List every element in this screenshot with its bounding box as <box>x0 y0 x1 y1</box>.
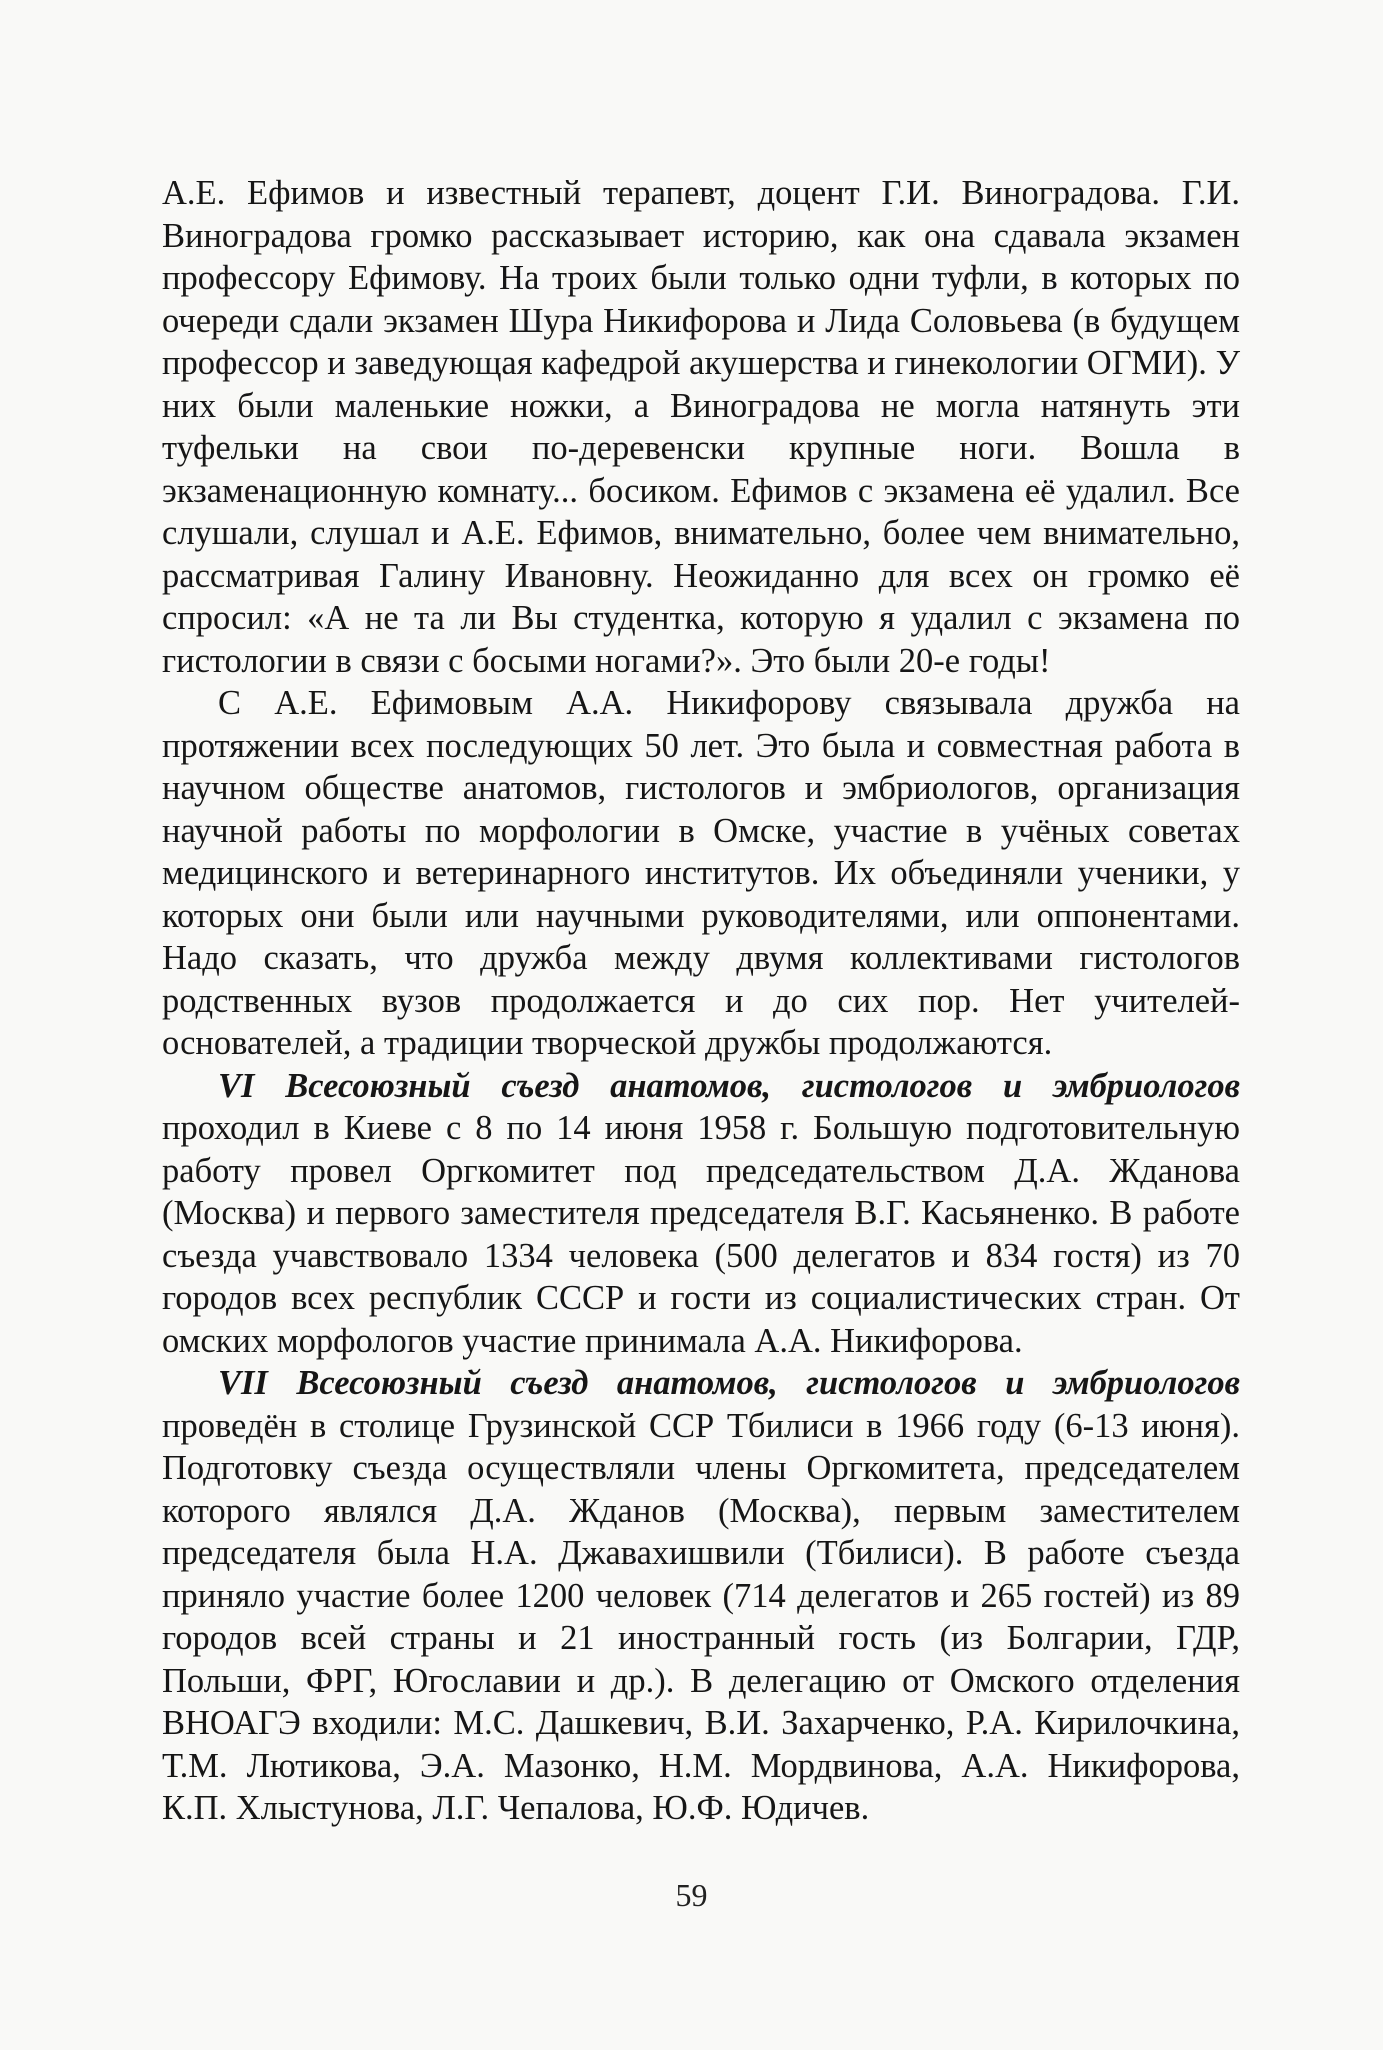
page-body-text <box>162 172 1240 1830</box>
section-heading-vi-congress: VI Всесоюзный съезд анатомов, гистологов и эмбриологов <box>218 1066 1240 1105</box>
paragraph-4-body: проведён в столице Грузинской ССР Тбилиси в 1966 году (6-13 июня). Подготовку съезда осуществляли члены Оргкомитета, председателем которого являлся Д.А. Жданов (Москва), первым заместителем председателя была Н.А. Джавахишвили (Тбилиси). В работе съезда приняло участие более 1200 человек (714 делегатов и 265 гостей) из 89 городов всей страны и 21 иностранный гость (из Болгарии, ГДР, Польши, ФРГ, Югославии и др.). В делегацию от Омского отделения ВНОАГЭ входили: М.С. Дашкевич, В.И. Захарченко, Р.А. Кирилочкина, Т.М. Лютикова, Э.А. Мазонко, Н.М. Мордвинова, А.А. Никифорова, К.П. Хлыстунова, Л.Г. Чепалова, Ю.Ф. Юдичев. <box>162 1406 1240 1827</box>
page-number: 59 <box>675 1877 708 1913</box>
paragraph-3-body: проходил в Киеве с 8 по 14 июня 1958 г. Большую подготовительную работу провел Оргкомитет под председательством Д.А. Жданова (Москва) и первого заместителя председателя В.Г. Касьяненко. В работе съезда учавствовало 1334 человека (500 делегатов и 834 гостя) из 70 городов всех республик СССР и гости из социалистических стран. От омских морфологов участие принимала А.А. Никифорова. <box>162 1109 1240 1360</box>
paragraph-4 <box>162 1362 1240 1830</box>
paragraph-2: С А.Е. Ефимовым А.А. Никифорову связывала дружба на протяжении всех последующих 50 лет. Это была и совместная работа в научном обществе анатомов, гистологов и эмбриологов, организация научной работы по морфологии в Омске, участие в учёных советах медицинского и ветеринарного институтов. Их объединяли ученики, у которых они были или научными руководителями, или оппонентами. Надо сказать, что дружба между двумя коллективами гистологов родственных вузов продолжается и до сих пор. Нет учителей-основателей, а традиции творческой дружбы продолжаются. <box>162 684 1240 1062</box>
paragraph-3 <box>162 1065 1240 1363</box>
section-heading-vii-congress: VII Всесоюзный съезд анатомов, гистологов и эмбриологов <box>218 1364 1240 1402</box>
paragraph-1: А.Е. Ефимов и известный терапевт, доцент Г.И. Виноградова. Г.И. Виноградова громко рассказывает историю, как она сдавала экзамен профессору Ефимову. На троих были только одни туфли, в которых по очереди сдали экзамен Шура Никифорова и Лида Соловьева (в будущем профессор и заведующая кафедрой акушерства и гинекологии ОГМИ). У них были маленькие ножки, а Виноградова не могла натянуть эти туфельки на свои по-деревенски крупные ноги. Вошла в экзаменационную комнату... босиком. Ефимов с экзамена её удалил. Все слушали, слушал и А.Е. Ефимов, внимательно, более чем внимательно, рассматривая Галину Ивановну. Неожиданно для всех он громко её спросил: «А не та ли Вы студентка, которую я удалил с экзамена по гистологии в связи с босыми ногами?». Это были 20-е годы! <box>162 174 1240 680</box>
